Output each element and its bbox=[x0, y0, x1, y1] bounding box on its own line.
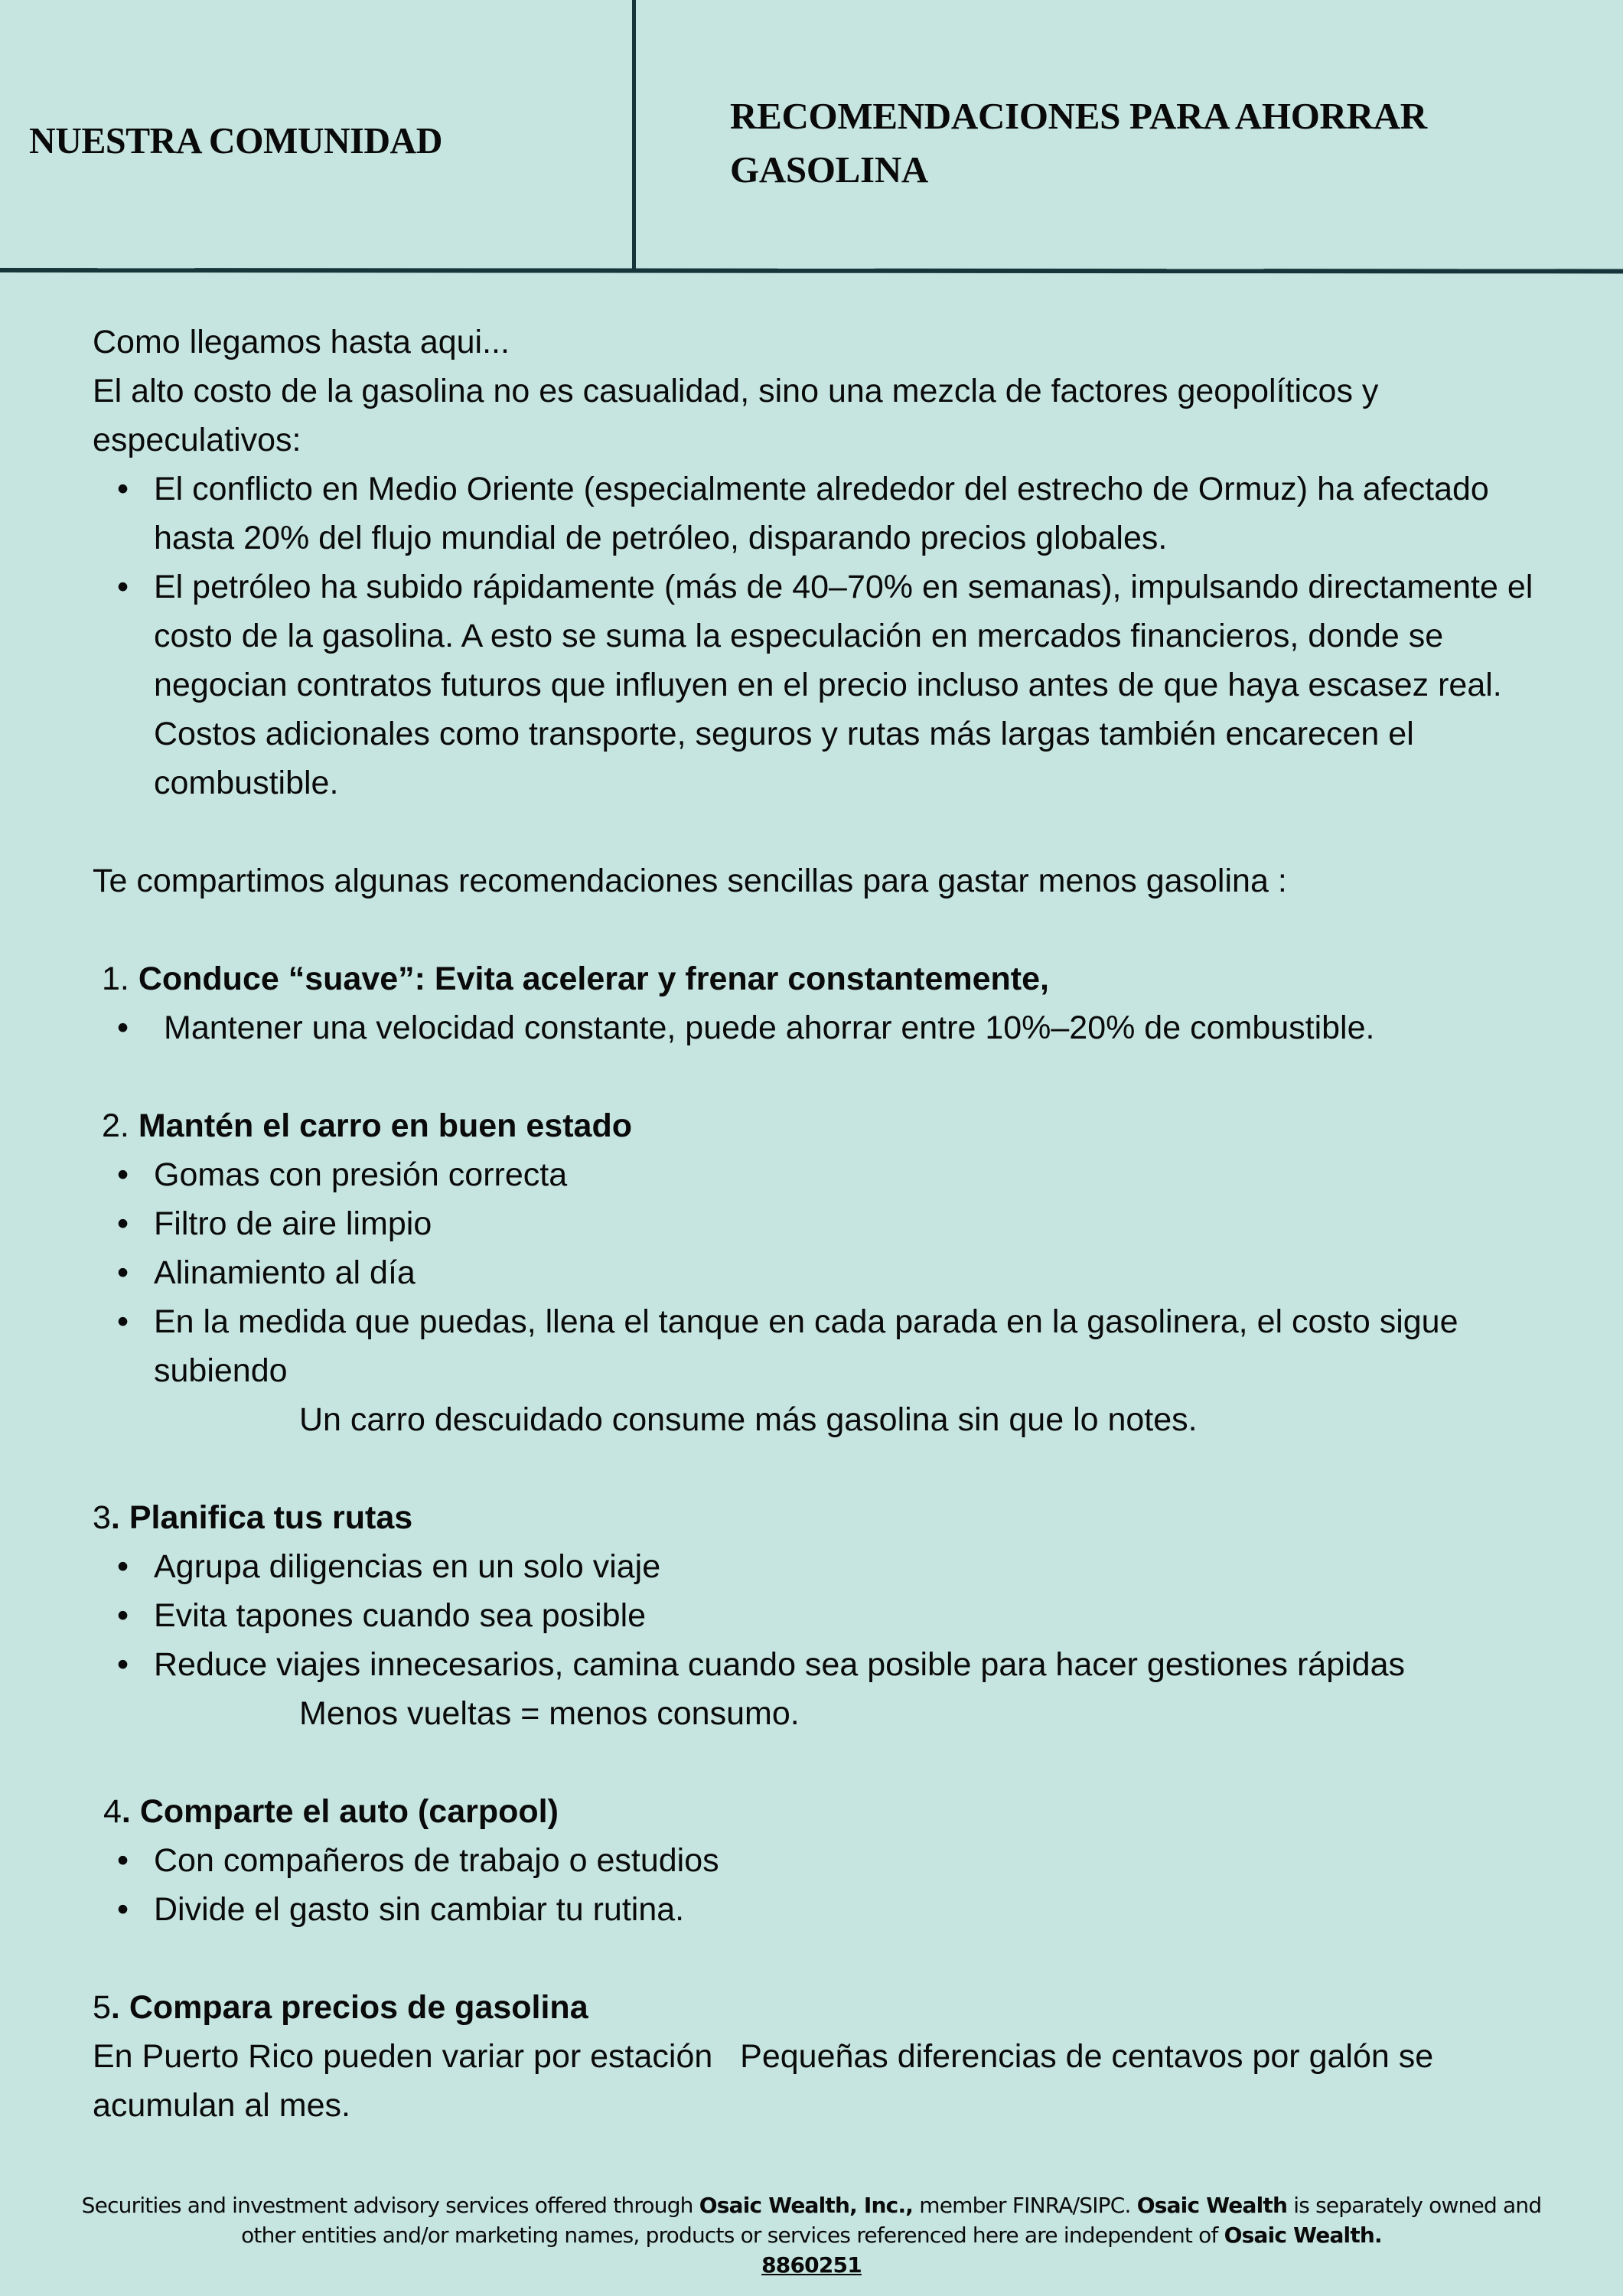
list-item: • El petróleo ha subido rápidamente (más de 40–70% en semanas), impulsando directamente el costo de la gasolina. A esto se suma la especulación en mercados financieros, donde se negocian contratos futuros que influyen en el precio incluso antes de que haya escasez real. Costos adicionales como transporte, seguros y rutas más largas también encarecen el combustible. bbox=[154, 563, 1569, 807]
recommendation-heading-3: 3. Planifica tus rutas bbox=[93, 1499, 413, 1536]
bullet-icon: • bbox=[117, 1205, 129, 1242]
header-vertical-divider bbox=[632, 0, 636, 269]
recommendation-heading-1: 1. Conduce “suave”: Evita acelerar y frenar constantemente, bbox=[102, 960, 1049, 997]
bullet-icon: • bbox=[117, 569, 129, 605]
recommendation-2-bullets bbox=[93, 1150, 1569, 1395]
recommendations-title: RECOMENDACIONES PARA AHORRAR GASOLINA bbox=[730, 95, 1427, 191]
legal-disclaimer bbox=[0, 2190, 1623, 2280]
recommendation-heading-2: 2. Mantén el carro en buen estado bbox=[102, 1107, 632, 1144]
community-title: NUESTRA COMUNIDAD bbox=[29, 119, 442, 161]
bullet-icon: • bbox=[117, 1156, 129, 1193]
list-item: • Divide el gasto sin cambiar tu rutina. bbox=[154, 1885, 1569, 1934]
bullet-icon: • bbox=[117, 1842, 129, 1879]
disclaimer-line-2: other entities and/or marketing names, products or services referenced here are independent of Osaic Wealth. bbox=[241, 2223, 1382, 2248]
bullet-icon: • bbox=[117, 1597, 129, 1634]
bullet-icon: • bbox=[117, 1009, 129, 1046]
disclaimer-line-1: Securities and investment advisory services offered through Osaic Wealth, Inc., member FINRA/SIPC. Osaic Wealth is separately owned and bbox=[81, 2193, 1542, 2218]
bullet-icon: • bbox=[117, 1646, 129, 1683]
recommendation-4-bullets bbox=[93, 1836, 1569, 1934]
intro-lead: Como llegamos hasta aqui... bbox=[93, 324, 510, 360]
header-horizontal-divider bbox=[0, 268, 1623, 273]
list-item: • En la medida que puedas, llena el tanque en cada parada en la gasolinera, el costo sigue subiendo bbox=[154, 1297, 1569, 1395]
intro-paragraph: El alto costo de la gasolina no es casualidad, sino una mezcla de factores geopolíticos y especulativos: bbox=[93, 373, 1379, 458]
bullet-icon: • bbox=[117, 1548, 129, 1585]
recommendation-3-bullets bbox=[93, 1542, 1569, 1689]
list-item: • Reduce viajes innecesarios, camina cuando sea posible para hacer gestiones rápidas bbox=[154, 1640, 1569, 1689]
list-item: • Alinamiento al día bbox=[154, 1248, 1569, 1297]
list-item: • Filtro de aire limpio bbox=[154, 1199, 1569, 1248]
recommendation-1-bullets bbox=[93, 1003, 1569, 1052]
list-item: • Agrupa diligencias en un solo viaje bbox=[154, 1542, 1569, 1591]
article-body bbox=[93, 318, 1569, 2130]
bullet-icon: • bbox=[117, 1254, 129, 1291]
recommendation-5-paragraph: En Puerto Rico pueden variar por estación Pequeñas diferencias de centavos por galón se acumulan al mes. bbox=[93, 2038, 1443, 2124]
bullet-icon: • bbox=[117, 1891, 129, 1928]
list-item: • Evita tapones cuando sea posible bbox=[154, 1591, 1569, 1640]
page-header bbox=[0, 0, 1623, 269]
bullet-icon: • bbox=[117, 471, 129, 507]
recommendation-2-note: Un carro descuidado consume más gasolina sin que lo notes. bbox=[299, 1401, 1198, 1438]
disclosure-code: 8860251 bbox=[761, 2252, 862, 2278]
recommendation-heading-5: 5. Compara precios de gasolina bbox=[93, 1989, 588, 2026]
list-item: • Con compañeros de trabajo o estudios bbox=[154, 1836, 1569, 1885]
recommendations-intro: Te compartimos algunas recomendaciones sencillas para gastar menos gasolina : bbox=[93, 863, 1287, 899]
recommendation-3-note: Menos vueltas = menos consumo. bbox=[299, 1695, 800, 1732]
recommendation-heading-4: 4. Comparte el auto (carpool) bbox=[103, 1793, 559, 1830]
list-item: • Gomas con presión correcta bbox=[154, 1150, 1569, 1199]
list-item: • El conflicto en Medio Oriente (especialmente alrededor del estrecho de Ormuz) ha afectado hasta 20% del flujo mundial de petróleo, disparando precios globales. bbox=[154, 465, 1569, 563]
list-item: • Mantener una velocidad constante, puede ahorrar entre 10%–20% de combustible. bbox=[154, 1003, 1569, 1052]
bullet-icon: • bbox=[117, 1303, 129, 1340]
intro-bullet-list bbox=[93, 465, 1569, 807]
